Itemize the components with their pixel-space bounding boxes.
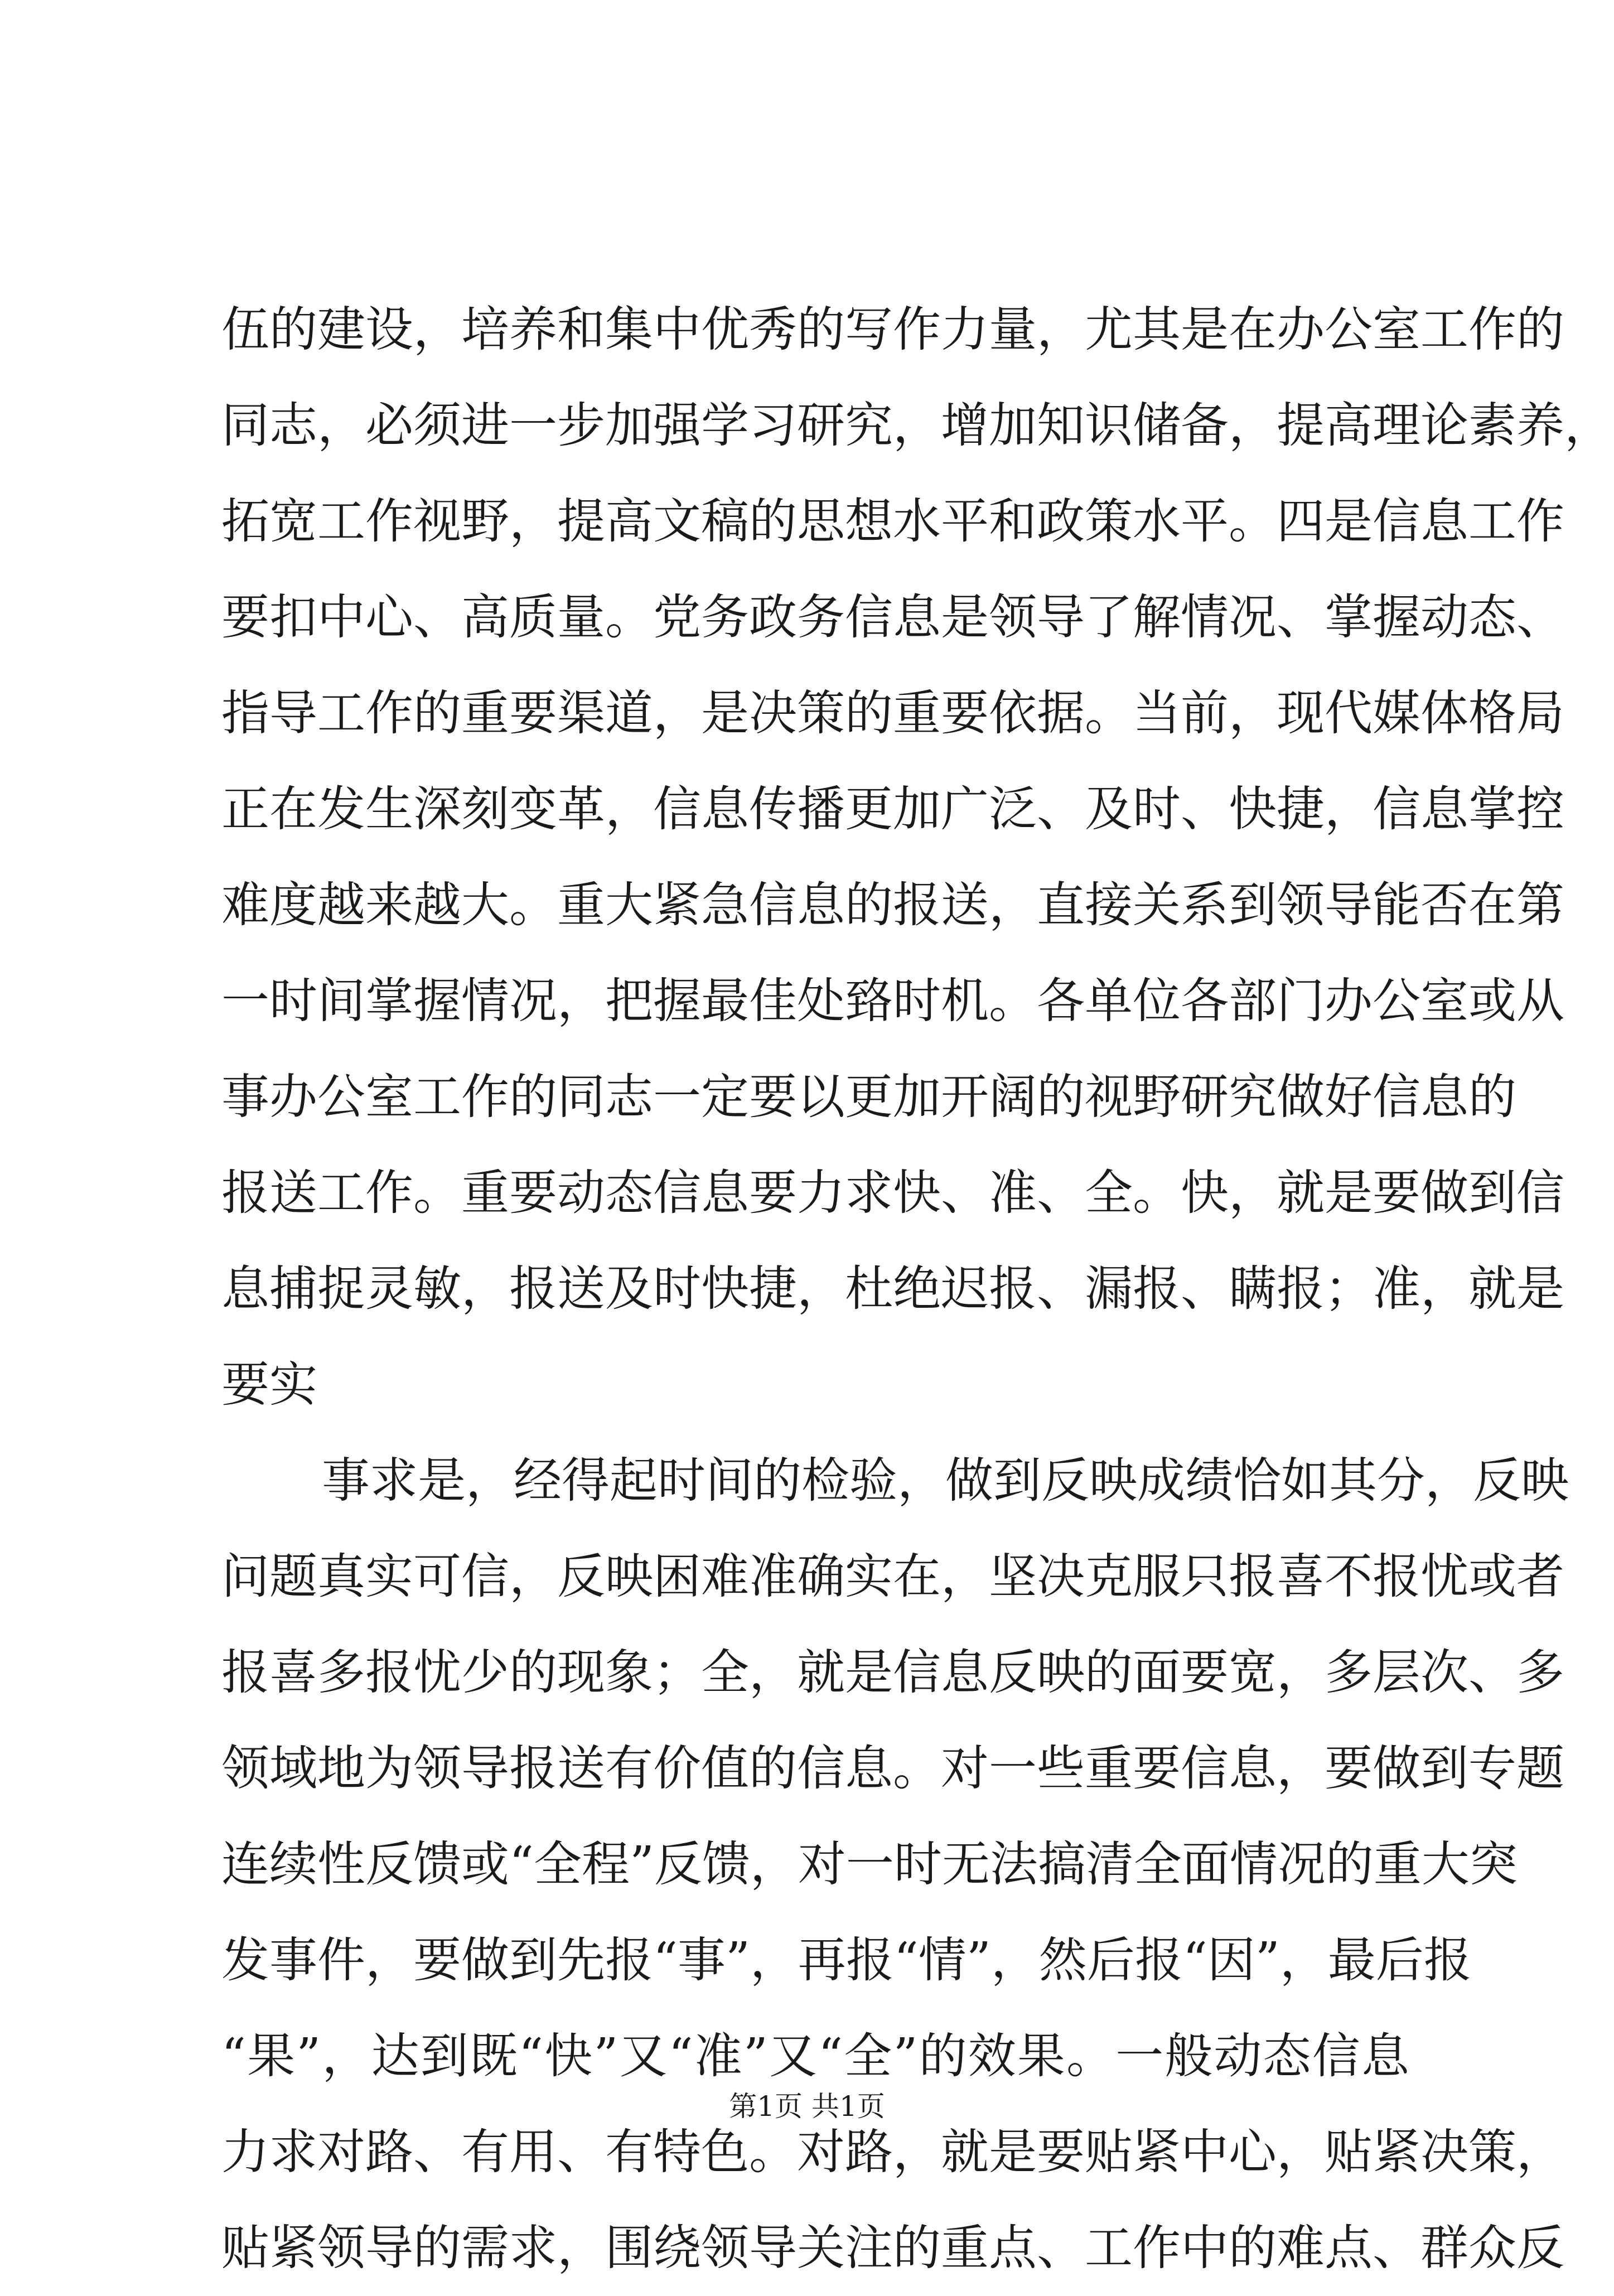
- text-line: 问题真实可信，反映困难准确实在，坚决克服只报喜不报忧或者: [221, 1549, 1564, 1604]
- text-line: 正在发生深刻变革，信息传播更加广泛、及时、快捷，信息掌控: [221, 781, 1564, 837]
- text-line: 报喜多报忧少的现象；全，就是信息反映的面要宽，多层次、多: [221, 1645, 1564, 1700]
- text-line: 事求是，经得起时间的检验，做到反映成绩恰如其分，反映: [322, 1453, 1569, 1509]
- text-line: 同志，必须进一步加强学习研究，增加知识储备，提高理论素养，: [221, 398, 1612, 453]
- text-line: 报送工作。重要动态信息要力求快、准、全。快，就是要做到信: [221, 1165, 1564, 1221]
- text-line: 拓宽工作视野，提高文稿的思想水平和政策水平。四是信息工作: [221, 494, 1564, 549]
- text-line: 事办公室工作的同志一定要以更加开阔的视野研究做好信息的: [221, 1069, 1516, 1125]
- text-line: 伍的建设，培养和集中优秀的写作力量，尤其是在办公室工作的: [221, 302, 1564, 357]
- page-number: 第1页 共1页: [729, 2090, 885, 2123]
- text-line: 一时间掌握情况，把握最佳处臵时机。各单位各部门办公室或从: [221, 973, 1564, 1029]
- text-line: “果”，达到既“快”又“准”又“全”的效果。一般动态信息: [221, 2028, 1409, 2084]
- body-text: [221, 282, 1612, 2296]
- text-line: 指导工作的重要渠道，是决策的重要依据。当前，现代媒体格局: [221, 685, 1564, 741]
- paragraph-2: [221, 1433, 1569, 2296]
- text-line: 要扣中心、高质量。党务政务信息是领导了解情况、掌握动态、: [221, 589, 1564, 645]
- text-line: 贴紧领导的需求，围绕领导关注的重点、工作中的难点、群众反: [221, 2220, 1564, 2276]
- text-line: 要实: [221, 1357, 317, 1413]
- page-footer: [0, 2087, 1614, 2126]
- text-line: 难度越来越大。重大紧急信息的报送，直接关系到领导能否在第: [221, 877, 1564, 933]
- paragraph-1: [221, 282, 1612, 1433]
- text-line: 力求对路、有用、有特色。对路，就是要贴紧中心，贴紧决策，: [221, 2124, 1564, 2180]
- text-line: 连续性反馈或“全程”反馈，对一时无法搞清全面情况的重大突: [221, 1836, 1518, 1892]
- text-line: 领域地为领导报送有价值的信息。对一些重要信息，要做到专题: [221, 1741, 1564, 1796]
- text-line: 发事件，要做到先报“事”，再报“情”，然后报“因”，最后报: [221, 1932, 1472, 1988]
- text-line: 息捕捉灵敏，报送及时快捷，杜绝迟报、漏报、瞒报；准，就是: [221, 1261, 1564, 1317]
